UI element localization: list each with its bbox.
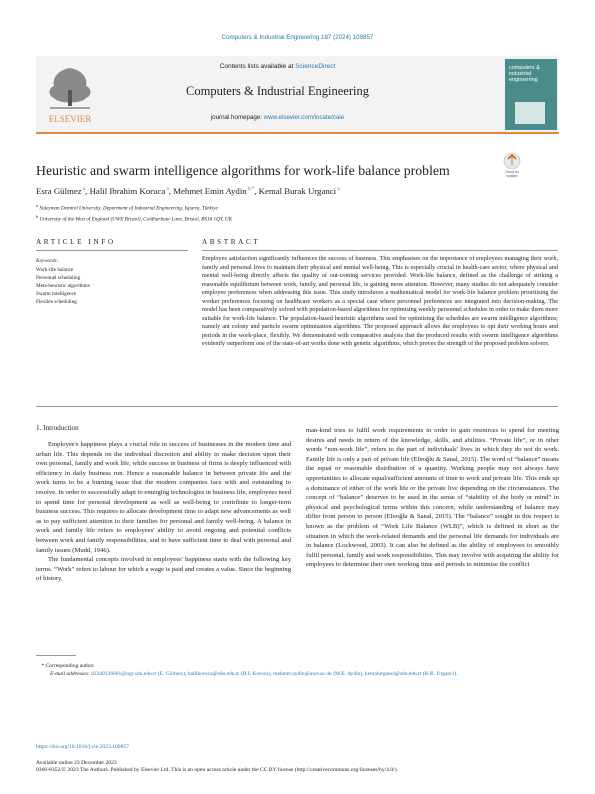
publication-info [36,744,558,775]
section-heading: 1. Introduction [36,424,79,432]
available-online: Available online 23 December 2023 [36,759,117,766]
keyword: Work-life balance [36,267,74,273]
keyword: Flexible scheduling [36,299,77,305]
article-info-heading: ARTICLE INFO [36,238,116,246]
keywords-label: Keywords: [36,258,59,264]
copyright-license: 0360-8352/© 2023 The Authors. Published by Elsevier Ltd. This is an open access article under the CC BY license (http://creativecommons.org/licenses/by/4.0/). [36,767,398,774]
divider [36,406,558,407]
received-info [36,752,558,760]
check-for-updates-badge[interactable] [500,151,524,179]
author-name[interactable]: Kemal Burak Urganci [258,186,337,196]
corresponding-note: * Corresponding author. [36,663,95,669]
abstract-heading: ABSTRACT [202,238,261,246]
elsevier-logo [38,60,102,126]
cover-image [515,102,545,124]
keyword: Swarm intelligence [36,291,77,297]
author-list: Esra Gülmez $^a$, Halil Ibrahim Koruca $^a$, Mehmet Emin Aydin $^{b,*}$, Kemal Burak Urganci $^a$ [36,186,340,196]
affiliation-sup: b [36,213,39,219]
affiliation-sup: a [36,203,39,208]
contents-prefix: Contents lists available at [219,63,296,70]
author-name[interactable]: Halil Ibrahim Koruca [89,186,166,196]
abstract-text: Employee satisfaction significantly influences the success of business. This emphasises on the importance of employees managing their work, family and personal lives to maintain their physical and mental well-being. This is especially crucial in health-care sector, where physical and mental well-being directly affects the quality of out-coming services provided. Work-life balance, defined as the challenge of striking a reasonable equilibrium between work, family, and personal life, is gaining more attention. However, many studies do not adequately consider employee preferences when addressing this issue. This study introduces a mathematical model for work-life balance problem prioritising the worker preferences focusing on healthcare workers as a special case where personnel preferences are integrated into decision-making. The model has been comparatively solved with population-based algorithms for optimising weekly personnel schedules in order to make them more suitable for work-life balance. The population-based heuristic algorithms used for optimising the schedules are swarm intelligence algorithms; namely ant colony and particle swarm optimisation algorithms. The proposed approach allows the employees to opt their working hours and periods in the work-place, flexibly. We demonstrated with comparative analysis that the produced results with swarm intelligence algorithms evidently outperform one of the state-of-art works done with genetic algorithms, which proves the strength of the proposed problem solvers. [202,255,558,348]
affiliation-text: Suleyman Demirel University, Department of Industrial Engineering, Isparta, Türkiye [38,205,218,212]
author-affiliation-sup[interactable]: a [81,187,86,193]
author-affiliation-sup[interactable]: a [165,187,169,193]
sciencedirect-link[interactable]: ScienceDirect [295,63,336,70]
journal-homepage [110,114,445,121]
affiliation-text: University of the West of England (UWE Bristol), Coldharbour Lane, Bristol, BS16 1QY, UK [38,216,233,223]
journal-name: Computers & Industrial Engineering [186,84,369,98]
doi-link[interactable]: https://doi.org/10.1016/j.cie.2023.109857 [36,744,129,750]
footnote [36,662,558,678]
body-column-right [306,426,559,570]
homepage-prefix: journal homepage: [210,114,264,121]
email-addresses[interactable]: d2340136001@ogr.sdu.edu.tr (E. Gülmez), halilkoruca@sdu.edu.tr (H.I. Koruca), mehmet.aydin@uwe.ac.uk (M.E. Aydin), kemalurganci@sdu.edu.tr (K.B. Urganci). [91,671,458,677]
footnote-divider [36,655,76,656]
article-title: Heuristic and swarm intelligence algorithms for work-life balance problem [36,163,450,178]
elsevier-wordmark: ELSEVIER [48,114,92,124]
keyword: Meta-heuristic algorithms [36,283,90,289]
divider [36,250,188,251]
body-paragraph: Employee's happiness plays a crucial role in success of businesses in the modern time and urban life. This depends on the individual discretion and ability to make decision upon their own personal, family and work life, while success in business of firms is deeply influenced with efficiency in daily business run. Hence a reasonable balance in between private life and the work turns to be a burning issue that the modern companies face with and outstanding to resolve. In order to successfully adapt to emerging technologies in business life, employees need to spend time for personal development as well as well-being to contribute to longer-term business success. This requires to allocate development time to adapt new advancements as well as to pay sufficient attention to their families for personal and family well-being. A balance in work and family life refers to employees' ability to avoid ongoing and potential conflicts between work and family responsibilities, and to have sufficient time to deal with personal and family issues (Mudd, 1946). [36,441,291,554]
email-label: E-mail addresses: [50,671,92,677]
email-line [36,670,558,678]
badge-label: Check for updates [505,170,519,178]
keyword: Personnel scheduling [36,275,81,281]
body-column-left [36,440,291,584]
cover-title: computers & industrial engineering [509,65,540,83]
affiliation-item [36,202,556,213]
author-name[interactable]: Esra Gülmez [36,186,82,196]
homepage-link[interactable]: www.elsevier.com/locate/caie [263,114,345,121]
author-affiliation-sup[interactable]: a [336,187,340,193]
divider [202,250,558,251]
journal-cover [505,59,557,130]
author-name[interactable]: Mehmet Emin Aydin [173,186,247,196]
corresponding-text: Corresponding author. [45,663,95,669]
body-paragraph: man-kind tries to fulfil work requirements in order to gain resources to spend for meeting desires and needs in return of the knowledge, skills, and abilities. “Private life”, or in other words “non-work life”, refers to the part of individuals' lives in which they do not do work. Family life is only a part of private life (Efeoğlu & Sanal, 2015). The word of “balance” means the equal or reasonable distribution of a quantity. Working people may not always have opportunities to allocate equal/sufficient amounts of time to work and private life. This ends up a dominance of either of the work life or the private live depending on the circumstances. The concept of “balance” deserves to be used in the sense of “stability of the body or mind” in physical and psychological terms within this concern, while understanding of balance may differ from person to person (Efeoğlu & Sanal, 2015). The “balance” sought in this respect is known as the problem of “Work Life Balance (WLB)”, which is defined in short as the situation in which the work-related demands and the personal life demands for individuals are in balance (Lockwood, 2003). It can also be defined as the ability of employees to smoothly fulfil personal, family and work responsibilities. This may involve with acquiring the ability for employees to determine their own working time and periods to minimise the conflict [306,427,559,569]
affiliation-item [36,213,556,224]
contents-line [110,63,445,70]
affiliations [36,202,556,223]
author-affiliation-sup[interactable]: b,* [246,187,255,193]
journal-reference[interactable]: Computers & Industrial Engineering 187 (2024) 109857 [221,34,374,41]
keywords-list [36,266,90,306]
body-paragraph: The fundamental concepts involved in employees' happiness starts with the following key terms. “Work” refers to labour for which a wage is paid and creates a value. Since the beginning of history, [36,556,291,583]
